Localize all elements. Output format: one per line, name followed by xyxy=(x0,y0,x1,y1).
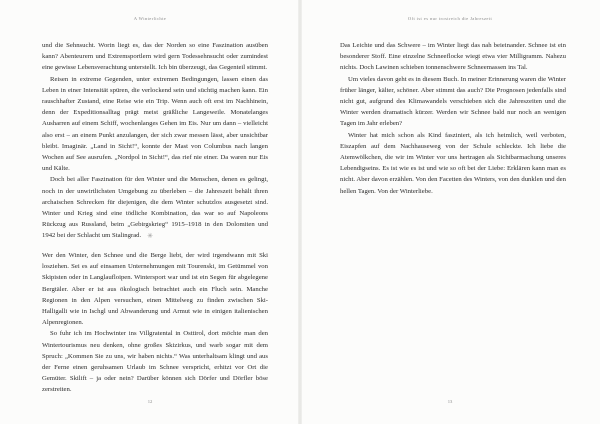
section-break-ornament-icon: ✳ xyxy=(147,232,153,240)
left-paragraph-5: So fuhr ich im Hochwinter ins Villgratental in Osttirol, dort möchte man den Wintertourismus neu denken, ohne großes Skizirkus, und warb sogar mit dem Spruch: „Kommen Sie zu uns, wir haben nichts.“ Was unterhaltsam klingt und aus der Ferne einen geruhsamen Urlaub im Schnee verspricht, erhitzt vor Ort die Gemüter. Skilift – ja oder nein? Darüber können sich Dörfer und Dörfler böse zerstreiten. xyxy=(42,330,268,394)
right-paragraph-1: Das Leichte und das Schwere – im Winter liegt das nah beieinander. Schnee ist ein besonderer Stoff. Eine einzelne Schneeflocke wiegt etwa vier Milligramm. Nahezu nichts. Doch Lawinen schieben tonnenschwere Schneemassen ins Tal. xyxy=(340,42,566,72)
right-running-head: Oft ist es nur trostreich die Jahreszeit xyxy=(407,16,493,21)
right-paragraph-3: Winter hat mich schon als Kind fasziniert, als ich heimlich, weil verboten, Eiszapfen auf dem Nachhauseweg von der Schule schleckte. Ich liebe die Atemwölkchen, die wir im Winter vor uns hertragen als Sichtbarmachung unseres Lebendigseins. Es ist wie es ist und wie so oft bei der Liebe: Erklären kann man es nicht. Aber davon erzählen. Von den Facetten des Winters, von den dunklen und den hellen Tagen. Von der Winterliebe. xyxy=(340,131,566,195)
left-paragraph-1: und die Sehnsucht. Worin liegt es, das der Norden so eine Faszination ausüben kann? Abenteurern und Extremsportlern wird gern Todessehnsucht oder zumindest eine gewisse Lebensverachtung unterstellt. Ich bin überzeugt, das Gegenteil stimmt. xyxy=(42,42,268,72)
left-paragraph-2: Reisen in extreme Gegenden, unter extremen Bedingungen, lassen einen das Leben in einer Intensität spüren, die verlockend sein und süchtig machen kann. Ein rauschhafter Zustand, eine Reise wie ein Trip. Wenn auch oft erst im Nachhinein, denn der Expeditionsalltag prägt meist gräßliche Langeweile. Monatelanges Ausharren auf einem Schiff, wochenlanges Gehen im Eis. Nur um dann – vielleicht also erst – an einem Punkt anzulangen, der sich zwar messen lässt, aber unsichtbar bleibt. Imaginär. „Land in Sicht!“, konnte der Mast von Columbus nach langen Wochen auf See ausrufen. „Nordpol in Sicht!“, das rief nie einer. Da waren nur Eis und Kälte. xyxy=(42,75,268,173)
right-text-block xyxy=(340,40,566,197)
left-paragraph-3: Doch bei aller Faszination für den Winter und die Menschen, denen es gelingt, noch in der unwirtlichsten Umgebung zu überleben – die Jahreszeit behält ihren archaischen Schrecken für diejenigen, die dem Winter schutzlos ausgesetzt sind. Winter und Krieg sind eine tödliche Kombination, das war so auf Napoleons Rückzug aus Russland, beim „Gebirgskrieg“ 1915–1918 in den Dolomiten und 1942 bei der Schlacht um Stalingrad. xyxy=(42,176,268,240)
left-bottom-text-block xyxy=(42,250,268,396)
left-running-head: A Winterlichte xyxy=(133,16,167,21)
left-top-text-block xyxy=(42,40,268,242)
left-page-number: 12 xyxy=(147,399,153,404)
right-page-number: 13 xyxy=(447,399,453,404)
right-paragraph-2: Um vieles davon geht es in diesem Buch. In meiner Erinnerung waren die Winter früher länger, kälter, schöner. Aber stimmt das auch? Die Prognosen jedenfalls sind nicht gut, aufgrund des Klimawandels verschieben sich die Jahreszeiten und die Winter werden dramatisch kürzer. Werden wir Schnee bald nur noch an wenigen Tagen im Jahr erleben? xyxy=(340,75,566,128)
left-paragraph-4: Wer den Winter, den Schnee und die Berge liebt, der wird irgendwann mit Ski losziehen. Sei es auf einsamen Unternehmungen mit Tourenski, im Getümmel von Skipisten oder in Langlaufloipen. Wintersport war und ist ein Segen für abgelegene Bergtäler. Aber er ist aus ökologisch betrachtet auch ein Fluch sein. Manche Regionen in den Alpen versuchen, einen Mittelweg zu finden zwischen Ski-Halligalli wie in Ischgl und Abwanderung und Armut wie in einigen italienischen Alpenregionen. xyxy=(42,252,268,327)
right-page xyxy=(300,0,600,424)
